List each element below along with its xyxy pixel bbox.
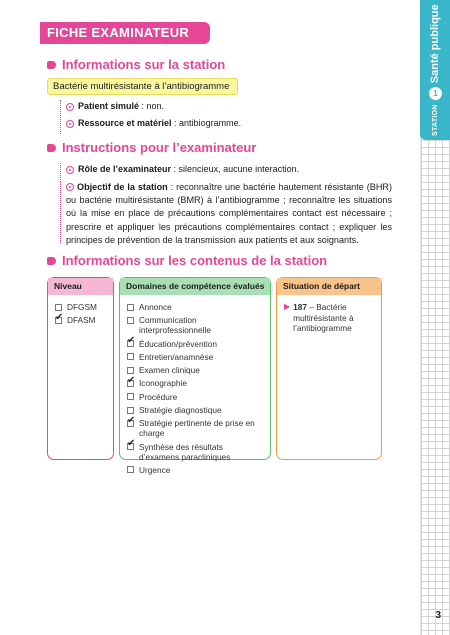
item-value: : antibiogramme. [171, 118, 242, 128]
start-body [277, 295, 381, 341]
skills-header: Domaines de compétence évalués [120, 278, 270, 295]
skills-option-label: Examen clinique [139, 365, 200, 376]
checked-checkbox [127, 420, 134, 427]
level-option [55, 315, 106, 325]
list-item [66, 117, 241, 130]
arrow-right-icon: ▶ [284, 302, 291, 311]
skills-option [127, 378, 263, 388]
checkbox [127, 317, 134, 324]
skills-option [127, 442, 263, 462]
skills-option [127, 405, 263, 415]
level-options [48, 295, 113, 336]
situation-number: 187 [293, 302, 307, 312]
side-tab [420, 0, 450, 635]
section-content-title [47, 253, 327, 268]
item-value: : non. [139, 101, 165, 111]
start-situation [284, 302, 374, 334]
skills-option-label: Éducation/prévention [139, 338, 217, 349]
checkbox [127, 353, 134, 360]
section-instr-title [47, 140, 256, 155]
section-marker-icon [47, 144, 56, 152]
checkbox [127, 407, 134, 414]
station-tab-text [424, 4, 446, 136]
skills-option-label: Procédure [139, 391, 178, 402]
checkbox [127, 466, 134, 473]
skills-option-label: Iconographie [139, 378, 187, 389]
checkbox [127, 304, 134, 311]
level-option-label: DFGSM [67, 302, 97, 312]
station-tab [420, 0, 450, 140]
skills-option-label: Synthèse des résultats d’examens paracliniques [139, 441, 231, 462]
section-content-title-text: Informations sur les contenus de la station [62, 253, 328, 268]
dotted-rule [60, 181, 61, 243]
checked-checkbox [55, 317, 62, 324]
skills-card [119, 277, 271, 475]
section-marker-icon [47, 257, 56, 265]
station-theme: Santé publique [429, 4, 441, 84]
skills-option [127, 352, 263, 362]
objective-paragraph [66, 181, 392, 247]
item-label: Patient simulé [78, 101, 140, 111]
skills-option-label: Urgence [139, 464, 171, 475]
situation-text: – Bactérie multirésistante à l’antibiogramme [293, 302, 354, 333]
target-bullet-icon [66, 103, 74, 111]
skills-option-label: Annonce [139, 302, 172, 312]
level-option-label: DFASM [67, 315, 96, 326]
skills-option [127, 315, 263, 335]
section-info-title [47, 57, 225, 72]
list-item [66, 163, 392, 176]
level-header: Niveau [48, 278, 113, 295]
instructions-list [60, 163, 392, 180]
start-header: Situation de départ [277, 278, 381, 295]
section-instr-title-text: Instructions pour l’examinateur [62, 140, 257, 155]
skills-option [127, 302, 263, 312]
checked-checkbox [127, 443, 134, 450]
section-info-title-text: Informations sur la station [62, 57, 226, 72]
section-marker-icon [47, 61, 56, 69]
station-info-list [60, 100, 241, 134]
checked-checkbox [127, 380, 134, 387]
start-card [276, 277, 382, 460]
station-subject-highlight: Bactérie multirésistante à l’antibiogramme [47, 78, 238, 95]
objective-label: Objectif de la station [77, 182, 168, 192]
checked-checkbox [127, 340, 134, 347]
target-bullet-icon [66, 166, 74, 174]
station-label: STATION [431, 104, 439, 136]
checkbox [127, 393, 134, 400]
level-option [55, 302, 106, 312]
checkbox [127, 367, 134, 374]
role-label: Rôle de l’examinateur [78, 164, 172, 174]
skills-option [127, 418, 263, 438]
skills-option [127, 339, 263, 349]
target-bullet-icon [66, 183, 74, 191]
skills-option [127, 465, 263, 475]
skills-option-label: Stratégie diagnostique [139, 405, 222, 416]
list-item [66, 100, 241, 113]
item-label: Ressource et matériel [78, 118, 172, 128]
skills-option-label: Stratégie pertinente de prise en charge [139, 418, 255, 439]
station-number: 1 [429, 87, 442, 100]
skills-option-label: Entretien/anamnèse [139, 351, 214, 362]
skills-option [127, 365, 263, 375]
target-bullet-icon [66, 120, 74, 128]
objective-value: : reconnaître une bactérie hautement résistante (BHR) ou bactérie multirésistante (BMR) à l’antibiogramme ; reconnaître les situations où la mise en place de précautions complémentaires contact est nécessaire ; prescrire et appliquer les précautions complémentaires contact ; expliquer les principes de prévention de la transmission aux patients et aux soignants. [66, 182, 392, 245]
checkbox [55, 304, 62, 311]
level-card [47, 277, 114, 460]
page-number: 3 [435, 610, 441, 621]
skills-option-label: Communication interprofessionnelle [139, 315, 211, 336]
page-title: FICHE EXAMINATEUR [40, 22, 210, 44]
skills-options [120, 295, 270, 485]
skills-option [127, 392, 263, 402]
role-value: : silencieux, aucune interaction. [171, 164, 300, 174]
